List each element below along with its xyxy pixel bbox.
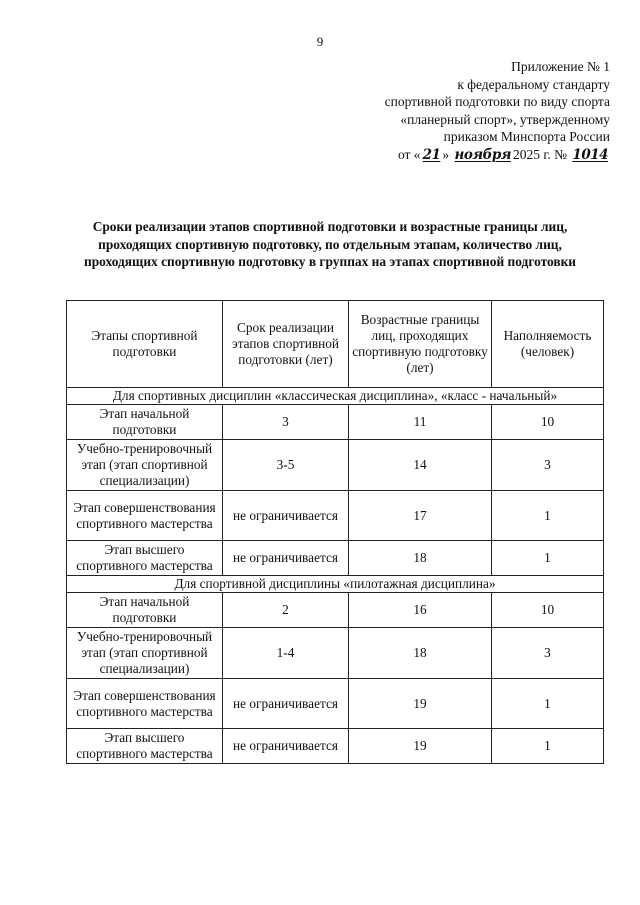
table-row: [67, 729, 604, 764]
cell-stage: Этап начальной подготовки: [67, 405, 223, 440]
table-row: [67, 628, 604, 679]
stages-table: [66, 300, 604, 764]
section-header-row: [67, 388, 604, 405]
cell-term: 2: [223, 593, 349, 628]
section-header-row: [67, 576, 604, 593]
cell-term: не ограничивается: [223, 541, 349, 576]
appendix-line: «планерный спорт», утвержденному: [400, 111, 610, 127]
appendix-header: [300, 58, 610, 165]
header-capacity: Наполняемость (человек): [492, 301, 604, 388]
date-mid: »: [442, 146, 450, 162]
cell-capacity: 3: [492, 628, 604, 679]
cell-stage: Этап совершенствования спортивного мастерства: [67, 491, 223, 541]
table-row: [67, 593, 604, 628]
cell-age: 14: [349, 440, 492, 491]
cell-term: 3-5: [223, 440, 349, 491]
cell-age: 19: [349, 679, 492, 729]
handwritten-order-number: 1014: [572, 146, 608, 163]
cell-term: не ограничивается: [223, 679, 349, 729]
appendix-line: приказом Минспорта России: [443, 129, 610, 145]
table-row: [67, 679, 604, 729]
cell-age: 17: [349, 491, 492, 541]
cell-capacity: 10: [492, 405, 604, 440]
cell-term: не ограничивается: [223, 491, 349, 541]
cell-term: 3: [223, 405, 349, 440]
cell-stage: Этап совершенствования спортивного мастерства: [67, 679, 223, 729]
table-row: [67, 491, 604, 541]
cell-capacity: 1: [492, 541, 604, 576]
cell-term: не ограничивается: [223, 729, 349, 764]
cell-capacity: 1: [492, 729, 604, 764]
appendix-line: к федеральному стандарту: [457, 76, 610, 92]
cell-stage: Этап высшего спортивного мастерства: [67, 541, 223, 576]
cell-age: 11: [349, 405, 492, 440]
page-number: 9: [316, 34, 324, 49]
table-row: [67, 405, 604, 440]
cell-term: 1-4: [223, 628, 349, 679]
appendix-line: Приложение № 1: [511, 59, 610, 74]
cell-capacity: 10: [492, 593, 604, 628]
cell-stage: Учебно-тренировочный этап (этап спортивной специализации): [67, 628, 223, 679]
cell-stage: Этап начальной подготовки: [67, 593, 223, 628]
section-title: Для спортивных дисциплин «классическая дисциплина», «класс - начальный»: [67, 388, 604, 405]
section-title: Для спортивной дисциплины «пилотажная дисциплина»: [67, 576, 604, 593]
table-header-row: [67, 301, 604, 388]
table-row: [67, 541, 604, 576]
cell-age: 18: [349, 628, 492, 679]
document-title: Сроки реализации этапов спортивной подготовки и возрастные границы лиц, проходящих спортивную подготовку, по отдельным этапам, количество лиц, проходящих спортивную подготовку в группах на этапах спортивной подготовки: [83, 219, 577, 269]
appendix-line: спортивной подготовки по виду спорта: [384, 94, 610, 110]
cell-capacity: 1: [492, 491, 604, 541]
date-prefix: от «: [397, 146, 421, 162]
order-date-line: [300, 146, 610, 165]
year-text: 2025 г. №: [513, 146, 568, 162]
cell-stage: Учебно-тренировочный этап (этап спортивной специализации): [67, 440, 223, 491]
cell-age: 16: [349, 593, 492, 628]
header-stage: Этапы спортивной подготовки: [67, 301, 223, 388]
handwritten-month: ноября: [454, 146, 512, 163]
cell-stage: Этап высшего спортивного мастерства: [67, 729, 223, 764]
cell-age: 19: [349, 729, 492, 764]
handwritten-day: 21: [422, 146, 441, 163]
cell-capacity: 1: [492, 679, 604, 729]
header-age: Возрастные границы лиц, проходящих спортивную подготовку (лет): [349, 301, 492, 388]
cell-age: 18: [349, 541, 492, 576]
header-term: Срок реализации этапов спортивной подготовки (лет): [223, 301, 349, 388]
table-row: [67, 440, 604, 491]
cell-capacity: 3: [492, 440, 604, 491]
